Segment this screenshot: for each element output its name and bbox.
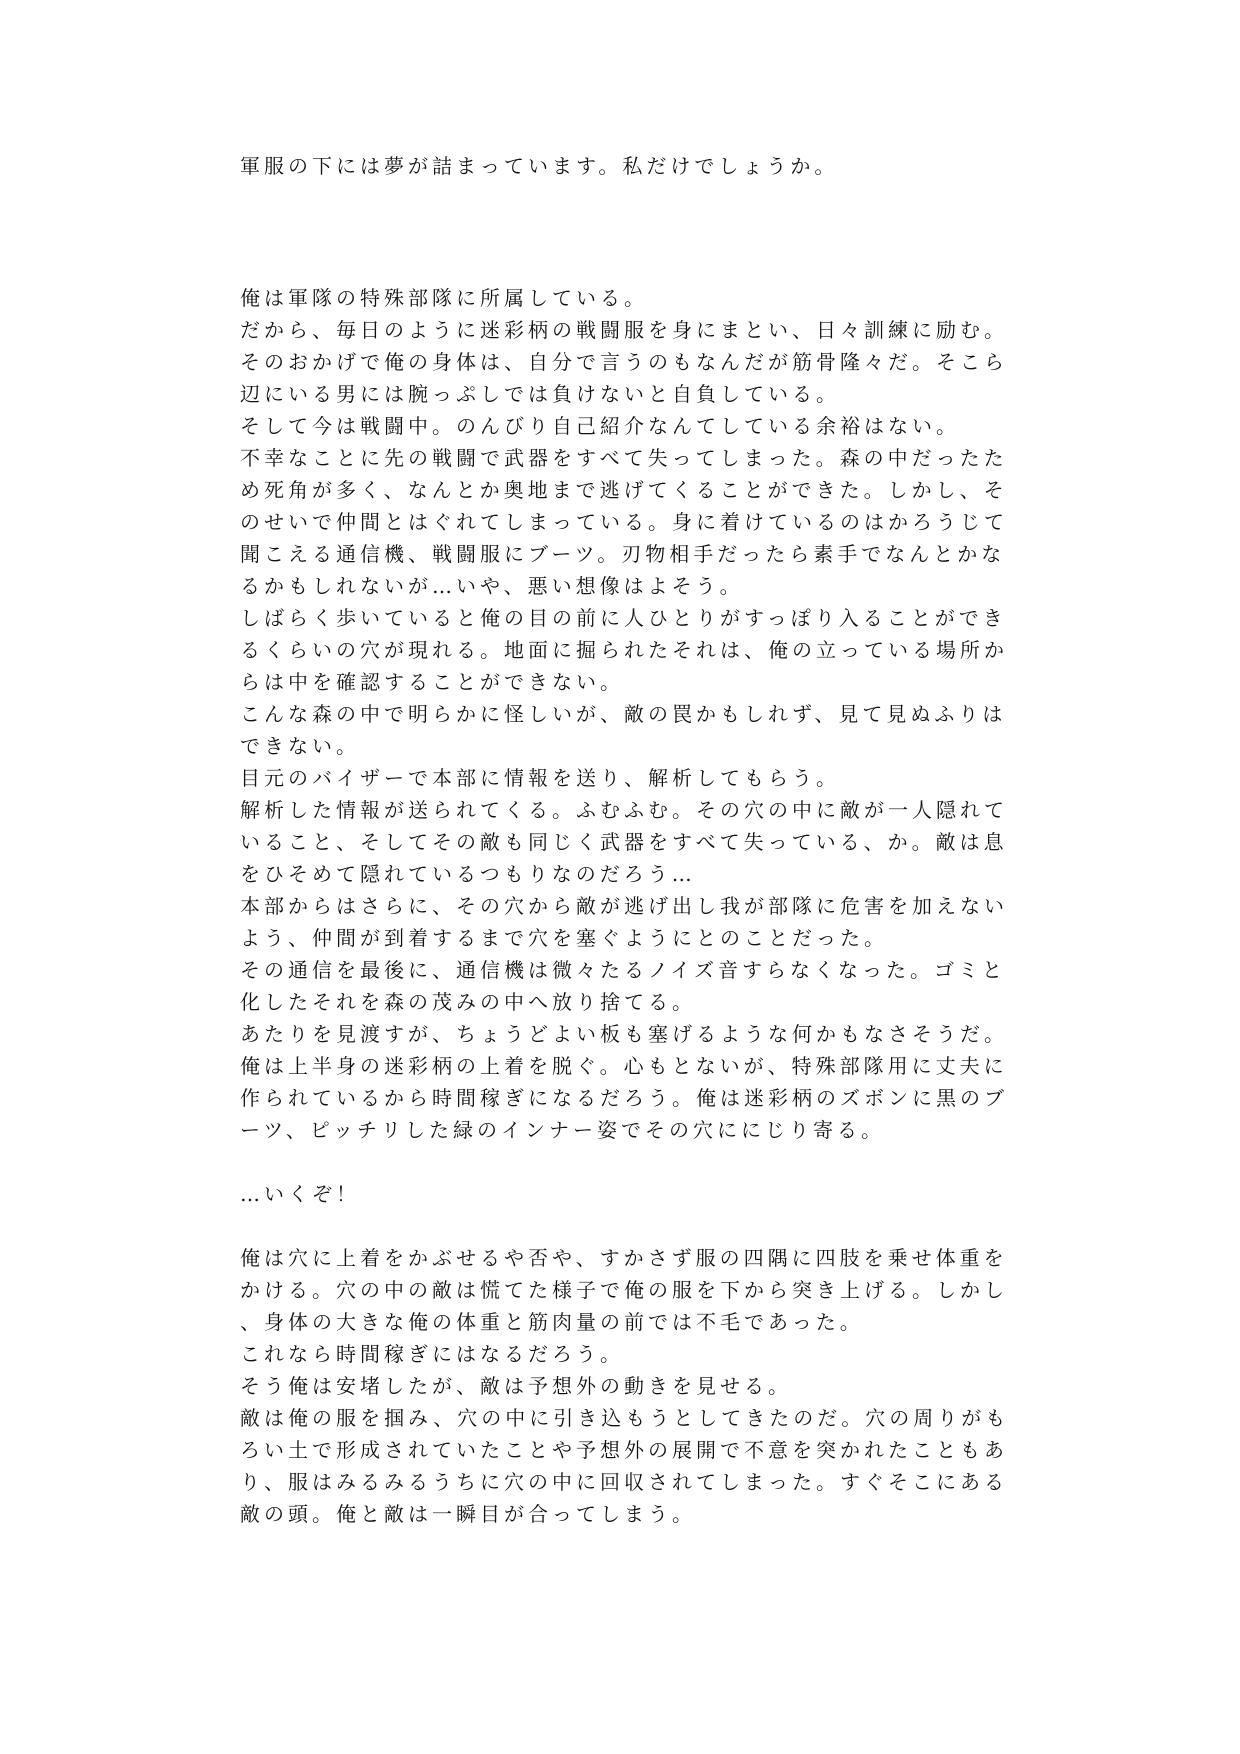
- paragraph: そして今は戦闘中。のんびり自己紹介なんてしている余裕はない。: [240, 414, 960, 438]
- paragraph: その通信を最後に、通信機は微々たるノイズ音すらなくなった。ゴミと化したそれを森の茂みの中へ放り捨てる。: [240, 958, 1006, 1014]
- blank-line: [240, 1210, 1012, 1242]
- epigraph-line: 軍服の下には夢が詰まっています。私だけでしょうか。: [240, 154, 839, 178]
- story-body: [240, 282, 1012, 1530]
- paragraph: 本部からはさらに、その穴から敵が逃げ出し我が部隊に危害を加えないよう、仲間が到着するまで穴を塞ぐようにとのことだった。: [240, 894, 1008, 950]
- paragraph: そのおかげで俺の身体は、自分で言うのもなんだが筋骨隆々だ。そこら辺にいる男には腕っぷしでは負けないと自負している。: [240, 350, 1008, 406]
- paragraph: 俺は上半身の迷彩柄の上着を脱ぐ。心もとないが、特殊部隊用に丈夫に作られているから時間稼ぎになるだろう。俺は迷彩柄のズボンに黒のブーツ、ピッチリした緑のインナー姿でその穴ににじり寄る。: [240, 1054, 1008, 1142]
- paragraph: 不幸なことに先の戦闘で武器をすべて失ってしまった。森の中だったため死角が多く、なんとか奥地まで逃げてくることができた。しかし、そのせいで仲間とはぐれてしまっている。身に着けているのはかろうじて聞こえる通信機、戦闘服にブーツ。刃物相手だったら素手でなんとかなるかもしれないが…いや、悪い想像はよそう。: [240, 446, 1008, 598]
- paragraph: そう俺は安堵したが、敵は予想外の動きを見せる。: [240, 1374, 792, 1398]
- paragraph: これなら時間稼ぎにはなるだろう。: [240, 1342, 624, 1366]
- paragraph: あたりを見渡すが、ちょうどよい板も塞げるような何かもなさそうだ。: [240, 1022, 1008, 1046]
- blank-line: [240, 1146, 1012, 1178]
- paragraph: 目元のバイザーで本部に情報を送り、解析してもらう。: [240, 766, 840, 790]
- paragraph: だから、毎日のように迷彩柄の戦闘服を身にまとい、日々訓練に励む。: [240, 318, 1008, 342]
- paragraph: 俺は軍隊の特殊部隊に所属している。: [240, 286, 648, 310]
- paragraph: 解析した情報が送られてくる。ふむふむ。その穴の中に敵が一人隠れていること、そしてその敵も同じく武器をすべて失っている、か。敵は息をひそめて隠れているつもりなのだろう…: [240, 798, 1008, 886]
- paragraph: 俺は穴に上着をかぶせるや否や、すかさず服の四隅に四肢を乗せ体重をかける。穴の中の敵は慌てた様子で俺の服を下から突き上げる。しかし、身体の大きな俺の体重と筋肉量の前では不毛であった。: [240, 1246, 1008, 1334]
- paragraph: しばらく歩いていると俺の目の前に人ひとりがすっぽり入ることができるくらいの穴が現れる。地面に掘られたそれは、俺の立っている場所からは中を確認することができない。: [240, 606, 1008, 694]
- paragraph: 敵は俺の服を掴み、穴の中に引き込もうとしてきたのだ。穴の周りがもろい土で形成されていたことや予想外の展開で不意を突かれたこともあり、服はみるみるうちに穴の中に回収されてしまった。すぐそこにある敵の頭。俺と敵は一瞬目が合ってしまう。: [240, 1406, 1010, 1526]
- paragraph-exclamation: …いくぞ！: [240, 1182, 360, 1206]
- epigraph: [240, 150, 1012, 182]
- paragraph: こんな森の中で明らかに怪しいが、敵の罠かもしれず、見て見ぬふりはできない。: [240, 702, 1007, 758]
